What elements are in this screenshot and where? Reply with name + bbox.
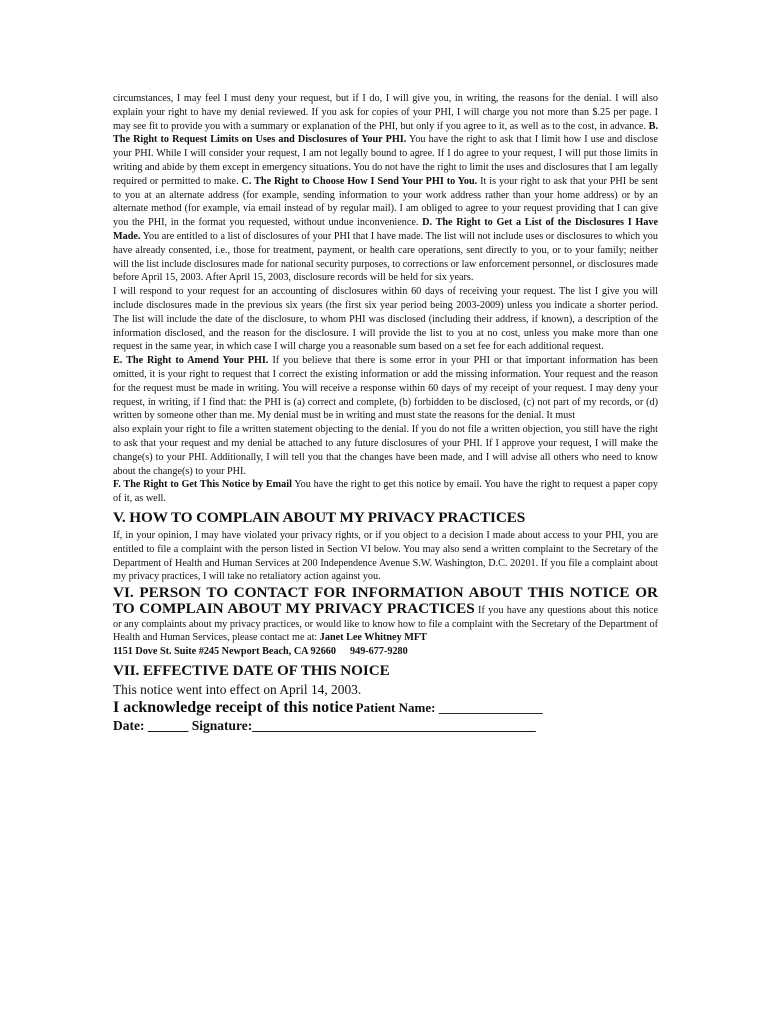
accounting-paragraph: I will respond to your request for an accounting of disclosures within 60 days of receiving your request. The list I give you will include disclosures made in the previous six years (the first six year period being 2003-2009) unless you indicate a shorter period. The list will include the date of the disclosure, to whom PHI was disclosed (including their address, if known), a description of the information disclosed, and the reason for the disclosure. I will provide the list to you at no cost, unless you make more than one request in the same year, in which case I will charge you a reasonable sum based on a set fee for each additional request. [113, 286, 658, 353]
amend-continuation: also explain your right to file a written statement objecting to the denial. If you do not file a written objection, you still have the right to ask that your request and my denial be attached to any future disclosures of your PHI. If I approve your request, I will make the change(s) to your PHI. Additionally, I will tell you that the changes have been made, and I will advise all others who need to know about the change(s) to your PHI. [113, 424, 658, 477]
section-vi-text: If you have any questions about this notice or any complaints about my privacy practices, or would like to know how to file a complaint with the Secretary of the Department of Health and Human Services, please contact me at: [113, 604, 658, 644]
document-page [113, 92, 658, 735]
right-b-heading: B. The Right to Request Limits on Uses and Disclosures of Your PHI. [113, 120, 658, 146]
section-v-heading: V. HOW TO COMPLAIN ABOUT MY PRIVACY PRACTICES [113, 508, 526, 526]
right-f-text: You have the right to get this notice by email. You have the right to request a paper copy of it, as well. [113, 479, 658, 505]
right-c-text: It is your right to ask that your PHI be sent to you at an alternate address (for example, sending information to your work address rather than your home address) or by an alternate method (for example, via email instead of by regular mail). I am obliged to agree to your request providing that I can give you the PHI, in the format you requested, without undue inconvenience. [113, 175, 658, 229]
contact-address-line [113, 645, 658, 659]
rights-paragraph [113, 92, 658, 285]
acknowledgement-lead: I acknowledge receipt of this notice [113, 699, 354, 717]
contact-name: Janet Lee Whitney MFT [319, 632, 427, 644]
section-v-text: If, in your opinion, I may have violated your privacy rights, or if you object to a decision I made about access to your PHI, you are entitled to file a complaint with the person listed in Section VI below. You may also send a written complaint to the Secretary of the Department of Health and Human Services at 200 Independence Avenue S.W. Washington, D.C. 20201. If you file a complaint about my privacy practices, I will take no retaliatory action against you. [113, 529, 658, 583]
right-d-heading: D. The Right to Get a List of the Disclosures I Have Made. [113, 217, 658, 242]
right-e-heading: E. The Right to Amend Your PHI. [113, 355, 269, 367]
contact-address: 1151 Dove St. Suite #245 Newport Beach, CA 92660 [113, 646, 336, 658]
date-field[interactable]: Date: ______ [113, 717, 189, 733]
signature-field[interactable]: Signature:__________________________________________ [191, 717, 536, 733]
access-text: circumstances, I may feel I must deny your request, but if I do, I will give you, in writing, the reasons for the denial. I will also explain your right to have my denial reviewed. If you ask for copies of your PHI, I will charge you not more than $.25 per page. I may see fit to provide you with a summary or explanation of the PHI, but only if you agree to it, as well as to the cost, in advance. [113, 93, 658, 132]
patient-name-field[interactable]: Patient Name: ________________ [355, 700, 543, 716]
acknowledgement-line [113, 701, 658, 717]
section-vi-heading: VI. PERSON TO CONTACT FOR INFORMATION ABOUT THIS NOTICE OR TO COMPLAIN ABOUT MY PRIVACY PRACTICES [113, 584, 658, 617]
right-e-text: If you believe that there is some error in your PHI or that important information has been omitted, it is your right to request that I correct the existing information or add the missing information. Your request and the reason for the request must be made in writing. You will receive a response within 60 days of my receipt of your request. I may deny your request, in writing, if I find that: the PHI is (a) correct and complete, (b) forbidden to be disclosed, (c) not part of my records, or (d) written by someone other than me. My denial must be in writing and must state the reasons for the denial. It must [113, 355, 658, 422]
amend-paragraph [113, 354, 658, 423]
section-vi-paragraph [113, 586, 658, 645]
date-signature-line [113, 717, 658, 735]
right-c-heading: C. The Right to Choose How I Send Your PHI to You. [241, 175, 478, 187]
section-vii-heading: VII. EFFECTIVE DATE OF THIS NOICE [113, 662, 390, 680]
right-b-text: You have the right to ask that I limit how I use and disclose your PHI. While I will consider your request, I am not legally bound to agree. If I do agree to your request, I will put those limits in writing and abide by them except in emergency situations. You do not have the right to limit the uses and disclosures that I am legally required or permitted to make. [113, 134, 658, 187]
effective-date-text: This notice went into effect on April 14, 2003. [113, 682, 362, 698]
contact-phone: 949-677-9280 [350, 646, 408, 658]
right-d-text: You are entitled to a list of disclosures of your PHI that I have made. The list will not include uses or disclosures to which you have already consented, i.e., those for treatment, payment, or health care operations, sent directly to you, or to your family; neither will the list include disclosures made for national security purposes, to corrections or law enforcement personnel, or disclosures made before April 15, 2003. After April 15, 2003, disclosure records will be held for six years. [113, 230, 658, 284]
email-paragraph [113, 478, 658, 506]
right-f-heading: F. The Right to Get This Notice by Email [113, 479, 292, 491]
